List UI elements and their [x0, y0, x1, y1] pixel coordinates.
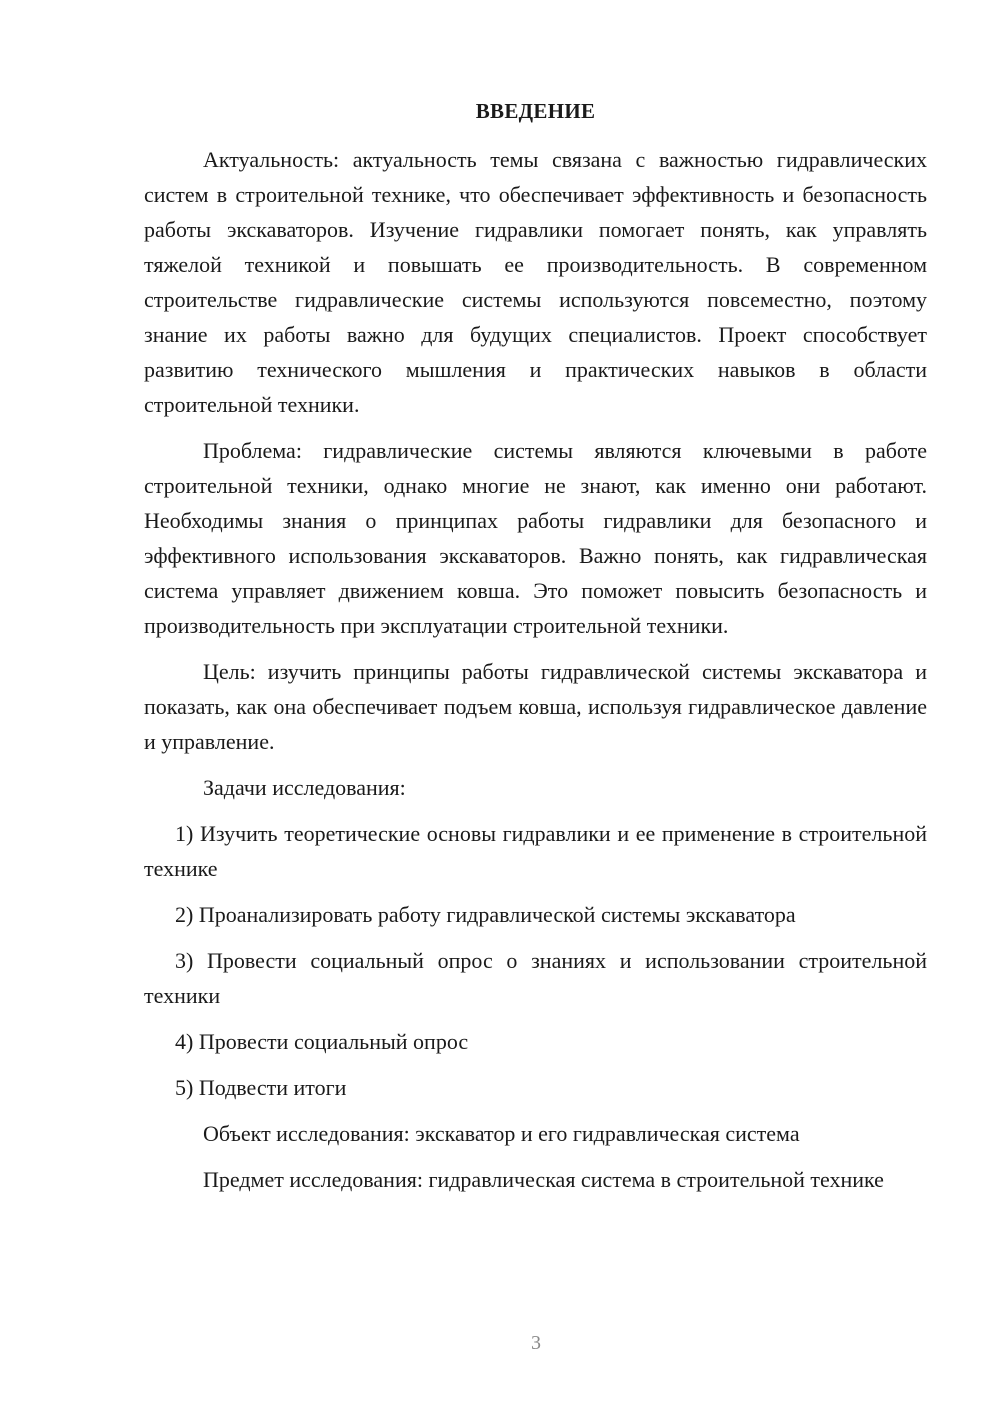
paragraph-relevance: Актуальность: актуальность темы связана с важностью гидравлических систем в строительной технике, что обеспечивает эффективность и безопасность работы экскаваторов. Изучение гидравлики помогает понять, как управлять тяжелой техникой и повышать ее производительность. В современном строительстве гидравлические системы используются повсеместно, поэтому знание их работы важно для будущих специалистов. Проект способствует развитию технического мышления и практических навыков в области строительной техники. [144, 147, 927, 417]
task-item-1: 1) Изучить теоретические основы гидравлики и ее применение в строительной технике [144, 821, 927, 881]
section-title: ВВЕДЕНИЕ [475, 99, 596, 123]
task-item-4: 4) Провести социальный опрос [175, 1029, 469, 1054]
page-number: 3 [531, 1332, 541, 1354]
paragraph-subject: Предмет исследования: гидравлическая система в строительной технике [203, 1167, 884, 1192]
task-item-5: 5) Подвести итоги [175, 1075, 347, 1100]
paragraph-goal: Цель: изучить принципы работы гидравлической системы экскаватора и показать, как она обеспечивает подъем ковша, используя гидравлическое давление и управление. [144, 659, 927, 754]
paragraph-problem: Проблема: гидравлические системы являются ключевыми в работе строительной техники, однако многие не знают, как именно они работают. Необходимы знания о принципах работы гидравлики для безопасного и эффективного использования экскаваторов. Важно понять, как гидравлическая система управляет движением ковша. Это поможет повысить безопасность и производительность при эксплуатации строительной техники. [144, 438, 927, 638]
document-body [144, 96, 927, 1208]
task-item-3: 3) Провести социальный опрос о знаниях и использовании строительной техники [144, 948, 927, 1008]
paragraph-object: Объект исследования: экскаватор и его гидравлическая система [203, 1121, 800, 1146]
paragraph-tasks-heading: Задачи исследования: [203, 775, 406, 800]
task-item-2: 2) Проанализировать работу гидравлической системы экскаватора [175, 902, 796, 927]
